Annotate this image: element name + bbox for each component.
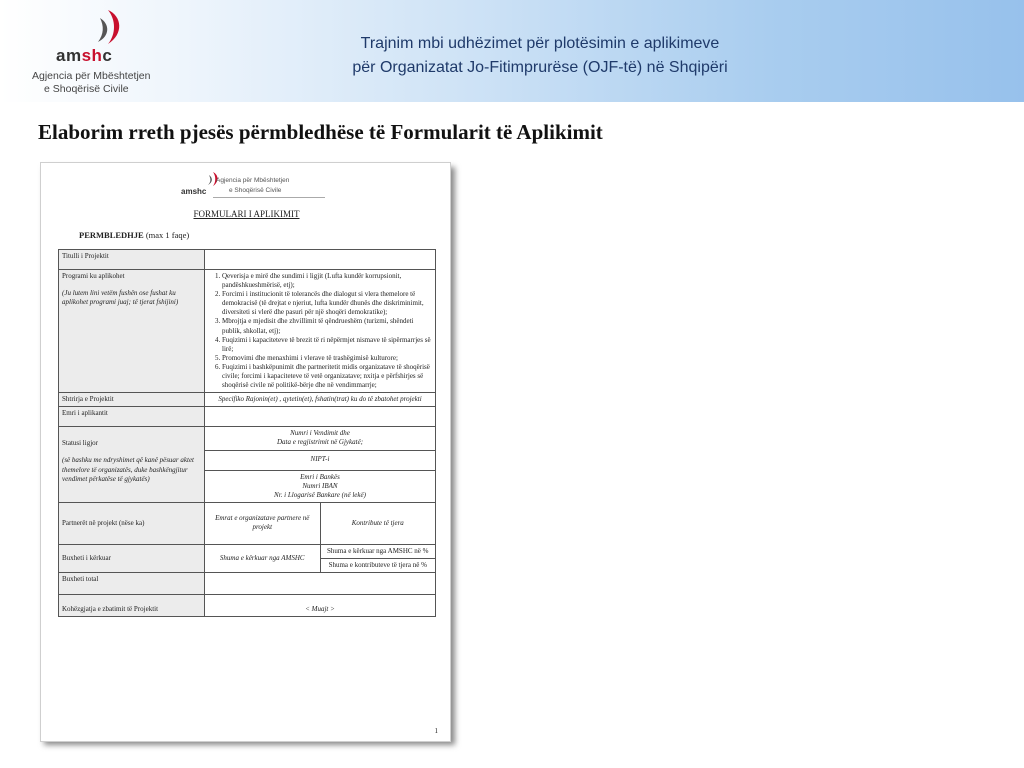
- doc-logo-rule: [213, 197, 325, 198]
- program-option: 6. Fuqizimi i bashkëpunimit dhe partneritetit midis organizatave të shoqërisë civile; forcimi i kapaciteteve të vetë organizatave; nxitja e përfshirjes së shoqërisë civile në politikë-bërje dhe në vendimmarrje;: [222, 363, 432, 390]
- project-title-value: [205, 250, 436, 270]
- page-number: 1: [434, 727, 438, 735]
- project-title-label: Titulli i Projektit: [59, 250, 205, 270]
- partners-orgs: Emrat e organizatave partnere në projekt: [205, 502, 321, 544]
- header-title: [260, 32, 820, 80]
- total-budget-label: Buxheti total: [59, 572, 205, 594]
- budget-label: Buxheti i kërkuar: [59, 544, 205, 572]
- table-row: [59, 393, 436, 407]
- doc-logo: [181, 169, 331, 199]
- partners-contrib: Kontribute të tjera: [320, 502, 436, 544]
- budget-amount: Shuma e kërkuar nga AMSHC: [205, 544, 321, 572]
- status-nipt: NIPT-i: [205, 450, 436, 470]
- status-label: Statusi ligjor: [62, 439, 98, 448]
- table-row: [59, 427, 436, 450]
- status-registration: [205, 427, 436, 450]
- doc-logo-tagline-1: Agjencia për Mbështetjen: [216, 177, 290, 184]
- program-cell: [59, 270, 205, 393]
- program-option: 2. Forcimi i institucionit të tolerancës dhe dialogut si vlera themelore të demokracisë (të drejtat e njeriut, lufta kundër dhunës dhe diskriminimit, diversiteti si vlerë dhe pasuri për një shoqëri demokratike);: [222, 290, 432, 317]
- slide-title: Elaborim rreth pjesës përmbledhëse të Formularit të Aplikimit: [38, 120, 603, 144]
- duration-value: < Muajt >: [205, 594, 436, 616]
- status-bank: [205, 470, 436, 502]
- table-row: [59, 544, 436, 558]
- applicant-label: Emri i aplikantit: [59, 407, 205, 427]
- application-form-table: [58, 249, 436, 617]
- total-budget-value: [205, 572, 436, 594]
- program-option: 1. Qeverisja e mirë dhe sundimi i ligjit (Lufta kundër korrupsionit, pandëshkueshmërisë, etj);: [222, 272, 432, 290]
- table-row: [59, 407, 436, 427]
- status-bank-line-1: Emri i Bankës: [300, 472, 340, 481]
- doc-logo-tagline-2: e Shoqërisë Civile: [229, 187, 282, 194]
- duration-label: Kohëzgjatja e zbatimit të Projektit: [59, 594, 205, 616]
- logo-tagline-1: Agjencia për Mbështetjen: [32, 70, 151, 82]
- table-row: [59, 572, 436, 594]
- amshc-logo: [20, 6, 170, 98]
- table-row: [59, 502, 436, 544]
- program-note: (Ju lutem lini vetëm fushën ose fushat ku aplikohet programi juaj; të tjerat fshijini): [62, 289, 179, 307]
- extent-label: Shtrirja e Projektit: [59, 393, 205, 407]
- form-title: FORMULARI I APLIKIMIT: [193, 209, 300, 219]
- applicant-value: [205, 407, 436, 427]
- program-option: 3. Mbrojtja e mjedisit dhe zhvillimit të qëndrueshëm (turizmi, shëndeti publik, shkollat, etj);: [222, 317, 432, 335]
- status-cell: [59, 427, 205, 502]
- program-option: 4. Fuqizimi i kapaciteteve të brezit të ri nëpërmjet nismave të sipërmarrjes së lirë;: [222, 336, 432, 354]
- extent-value: Specifiko Rajonin(et) , qytetin(et), fshatin(trat) ku do të zbatohet projekti: [205, 393, 436, 407]
- table-row: [59, 270, 436, 393]
- partners-label: Partnerët në projekt (nëse ka): [59, 502, 205, 544]
- status-bank-line-2: Numri IBAN: [302, 481, 338, 490]
- budget-other-percent: Shuma e kontributeve të tjera në %: [320, 558, 436, 572]
- logo-tagline-2: e Shoqërisë Civile: [44, 83, 129, 95]
- doc-logo-wordmark: amshc: [181, 187, 207, 196]
- header-title-line-2: për Organizatat Jo-Fitimprurëse (OJF-të) në Shqipëri: [352, 59, 728, 76]
- status-note: (së bashku me ndryshimet që kanë pësuar aktet themelore të organizatës, duke bashkëngjitur vendimet përkatëse të gjykatës): [62, 456, 194, 483]
- form-document-image: [40, 162, 451, 742]
- program-label: Programi ku aplikohet: [62, 272, 125, 280]
- status-registration-line-2: Data e regjistrimit në Gjykatë;: [276, 438, 364, 447]
- header-title-line-1: Trajnim mbi udhëzimet për plotësimin e aplikimeve: [360, 35, 720, 52]
- swoosh-icon: [78, 8, 130, 48]
- program-option: 5. Promovimi dhe menaxhimi i vlerave të trashëgimisë kulturore;: [222, 354, 432, 363]
- status-bank-line-3: Nr. i Llogarisë Bankare (në lekë): [274, 490, 366, 499]
- program-options: [205, 270, 436, 393]
- logo-wordmark: amshc: [56, 46, 113, 65]
- table-row: [59, 594, 436, 616]
- table-row: [59, 250, 436, 270]
- budget-amshc-percent: Shuma e kërkuar nga AMSHC në %: [320, 544, 436, 558]
- status-registration-line-1: Numri i Vendimit dhe: [290, 429, 350, 438]
- summary-heading: PERMBLEDHJE (max 1 faqe): [79, 230, 190, 240]
- slide-header: [0, 0, 1024, 102]
